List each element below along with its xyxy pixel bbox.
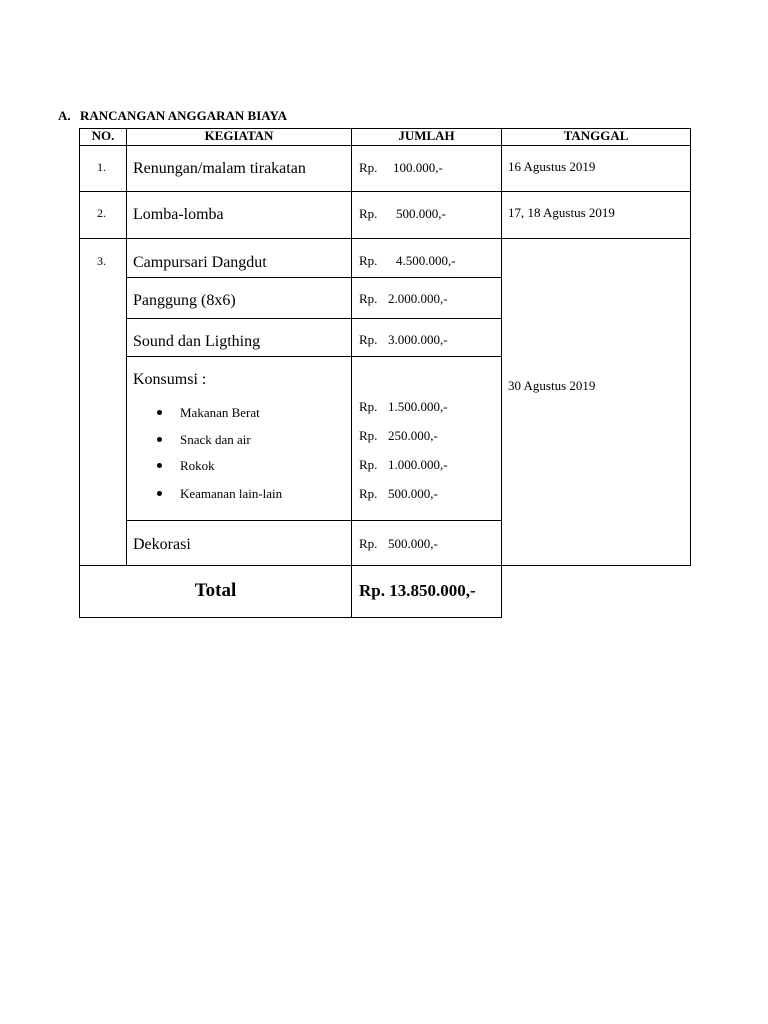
row-divider (79, 238, 691, 239)
amount-value: 500.000,- (388, 486, 438, 501)
row-number: 3. (97, 254, 106, 268)
date: 16 Agustus 2019 (508, 159, 596, 174)
section-title: RANCANGAN ANGGARAN BIAYA (80, 108, 288, 123)
currency-label: Rp. (359, 536, 378, 551)
amount-value: 250.000,- (388, 428, 438, 443)
activity-name: Campursari Dangdut (133, 254, 267, 271)
currency-label: Rp. (359, 253, 378, 268)
table-border-bottom (79, 617, 501, 618)
header-no: NO. (91, 128, 115, 143)
bullet-icon (157, 491, 162, 496)
activity-name: Renungan/malam tirakatan (133, 160, 306, 177)
amount (359, 457, 448, 473)
activity-name: Lomba-lomba (133, 206, 224, 223)
amount (359, 291, 448, 307)
currency-label: Rp. (359, 332, 378, 347)
consumption-item: Makanan Berat (180, 405, 260, 420)
amount-value: 500.000,- (396, 206, 446, 221)
currency-label: Rp. (359, 160, 378, 175)
row-divider (79, 191, 691, 192)
total-label: Total (194, 580, 237, 601)
currency-label: Rp. (359, 206, 378, 221)
currency-label: Rp. (359, 399, 378, 414)
column-divider (501, 128, 502, 618)
amount (359, 332, 448, 348)
bullet-icon (157, 437, 162, 442)
date: 30 Agustus 2019 (508, 378, 596, 393)
section-heading (58, 108, 287, 124)
row-divider (126, 356, 501, 357)
consumption-item: Snack dan air (180, 432, 251, 447)
bullet-icon (157, 410, 162, 415)
activity-name: Panggung (8x6) (133, 292, 236, 309)
currency-label: Rp. (359, 291, 378, 306)
header-jumlah: JUMLAH (398, 128, 455, 143)
row-number: 1. (97, 160, 106, 174)
section-letter: A. (58, 108, 71, 123)
amount-value: 4.500.000,- (396, 253, 456, 268)
amount (359, 399, 448, 415)
amount (359, 160, 443, 176)
amount-value: 500.000,- (388, 536, 438, 551)
consumption-item: Rokok (180, 458, 215, 473)
activity-name: Sound dan Ligthing (133, 333, 261, 350)
row-divider (126, 520, 501, 521)
amount-value: 1.500.000,- (388, 399, 448, 414)
row-divider (126, 277, 501, 278)
consumption-item: Keamanan lain-lain (180, 486, 283, 501)
row-divider (126, 318, 501, 319)
column-divider (126, 128, 127, 566)
activity-name: Dekorasi (133, 536, 191, 553)
currency-label: Rp. (359, 457, 378, 472)
amount-value: 1.000.000,- (388, 457, 448, 472)
amount-value: 2.000.000,- (388, 291, 448, 306)
amount (359, 253, 456, 269)
date: 17, 18 Agustus 2019 (508, 205, 615, 220)
header-divider (79, 145, 691, 146)
konsumsi-label: Konsumsi : (133, 371, 207, 388)
header-kegiatan: KEGIATAN (204, 128, 274, 143)
row-number: 2. (97, 206, 106, 220)
currency-label: Rp. (359, 486, 378, 501)
table-border-left (79, 128, 80, 618)
amount-value: 100.000,- (393, 160, 443, 175)
amount (359, 486, 438, 502)
amount (359, 536, 438, 552)
amount (359, 428, 438, 444)
header-tanggal: TANGGAL (563, 128, 629, 143)
amount-value: 3.000.000,- (388, 332, 448, 347)
table-border-right (690, 128, 691, 566)
currency-label: Rp. (359, 428, 378, 443)
row-divider (79, 565, 691, 566)
amount (359, 206, 446, 222)
column-divider (351, 128, 352, 618)
total-amount: Rp. 13.850.000,- (359, 581, 476, 600)
bullet-icon (157, 463, 162, 468)
